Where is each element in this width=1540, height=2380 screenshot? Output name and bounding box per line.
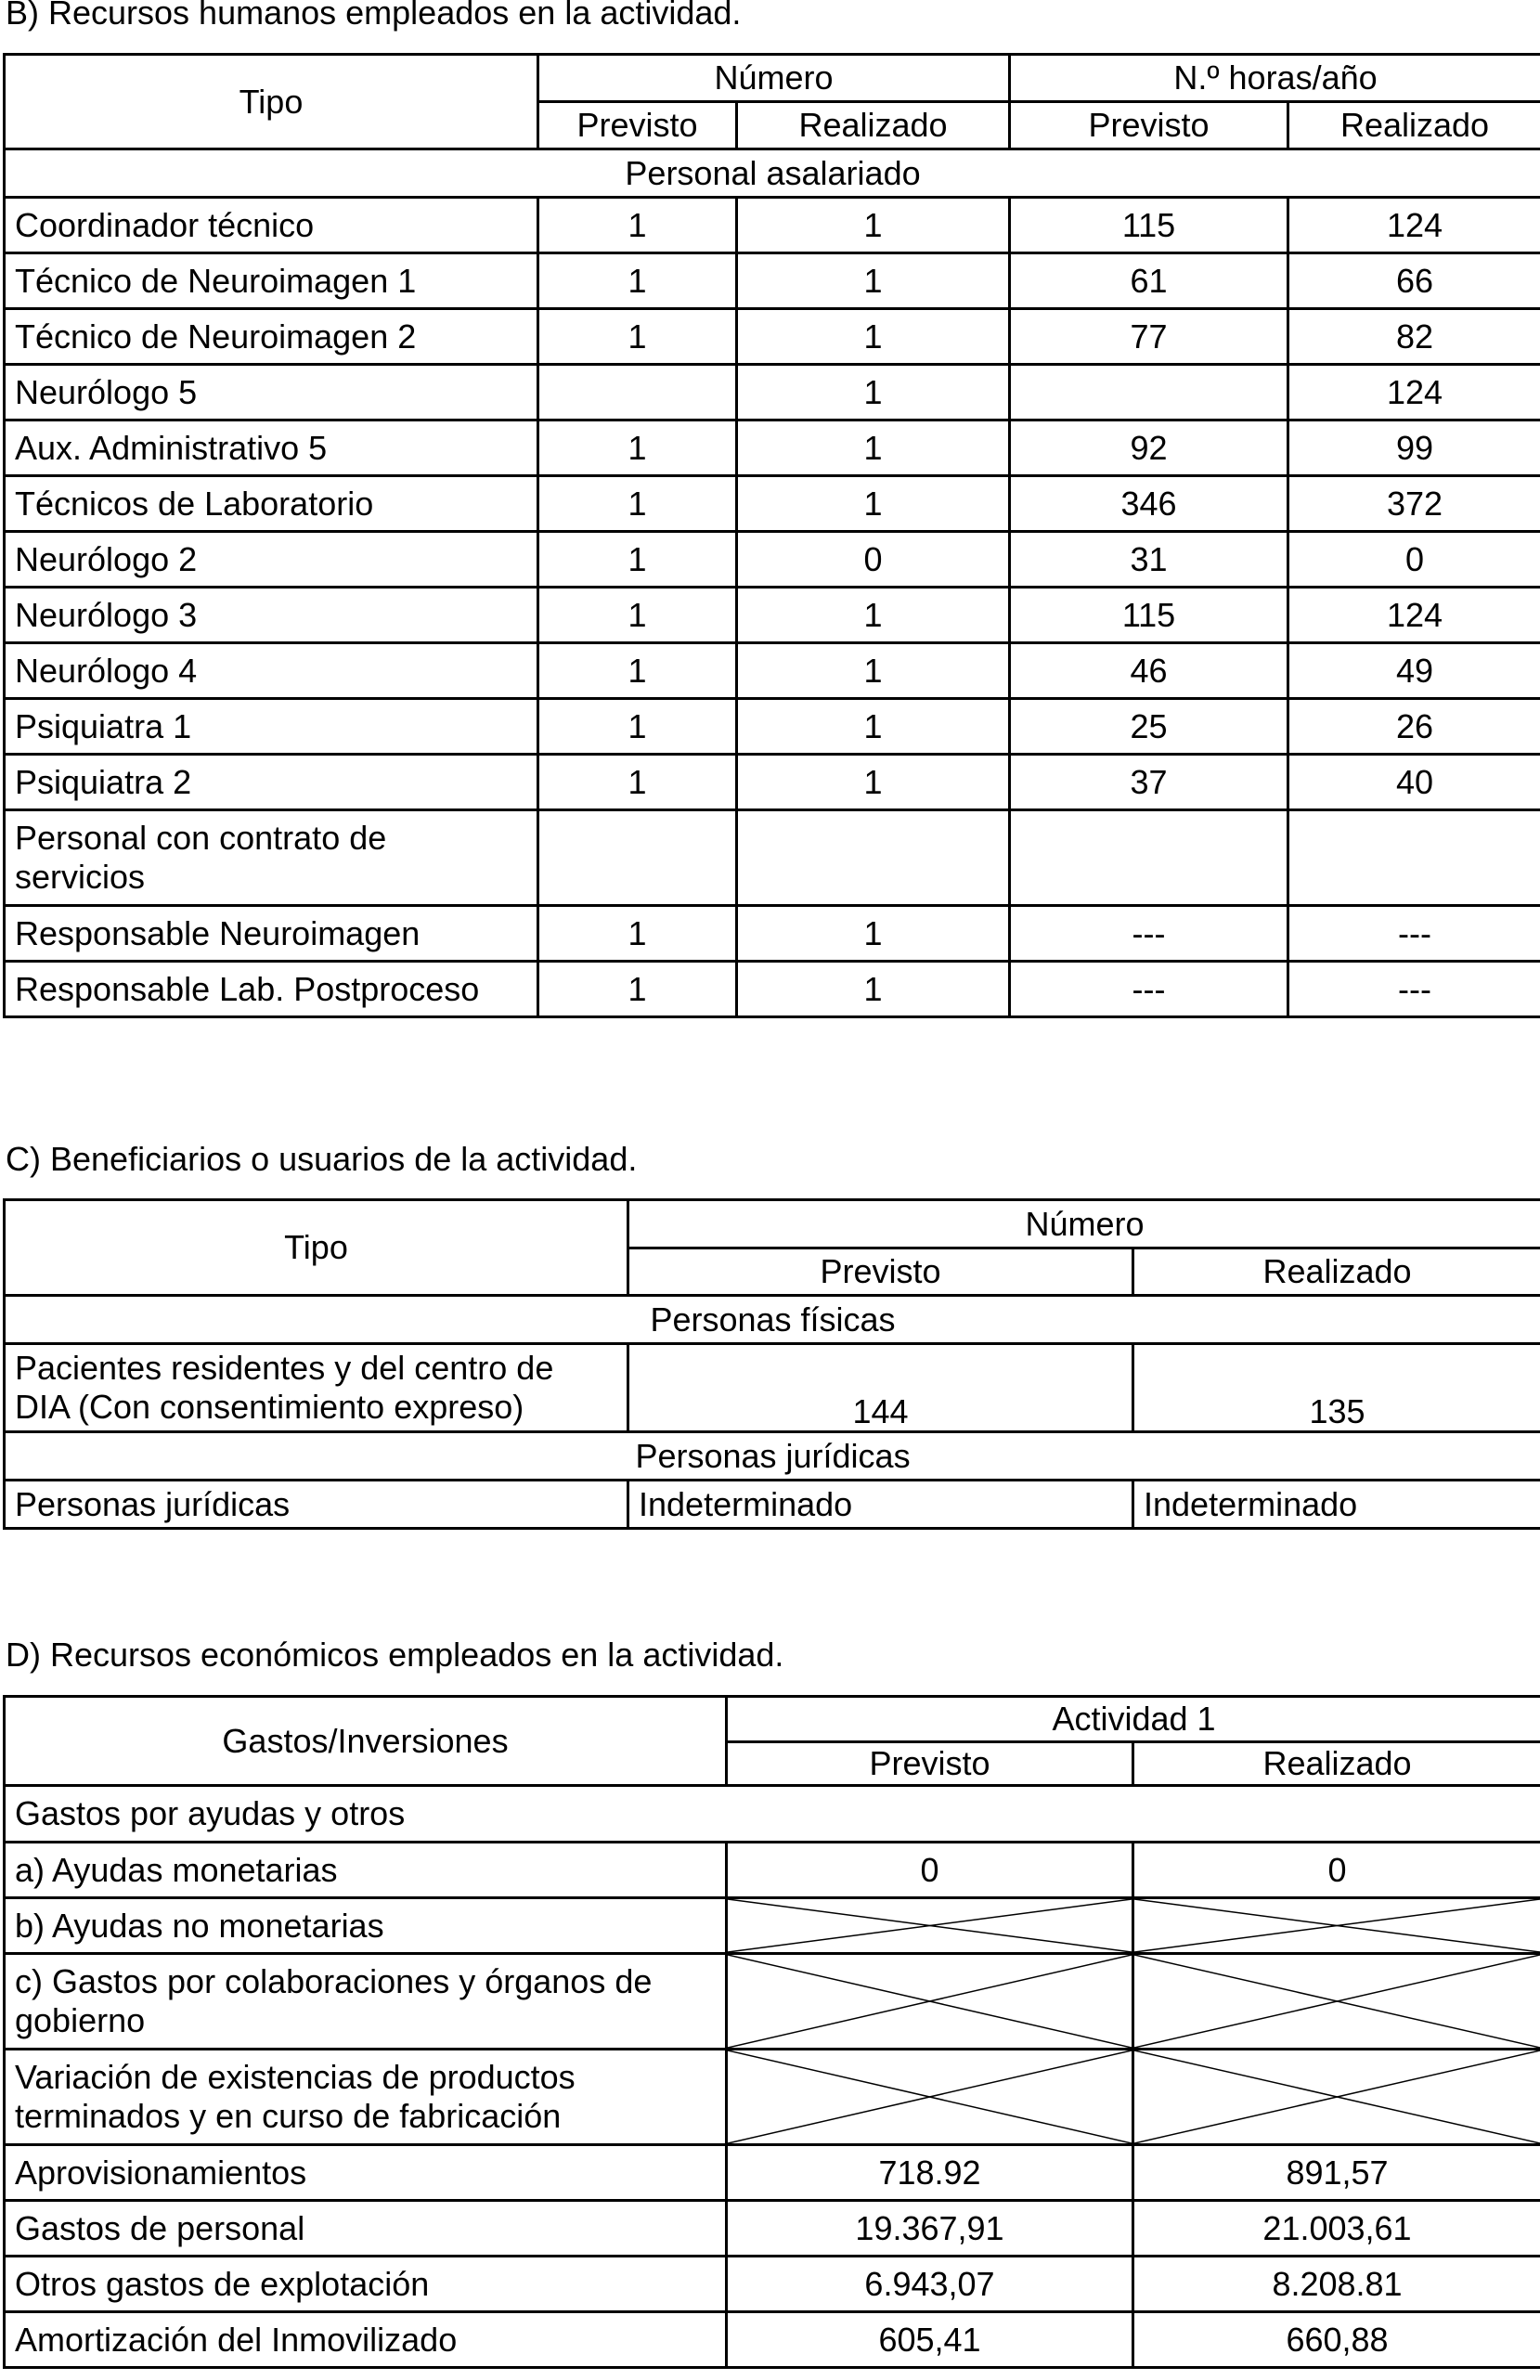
table-row — [5, 309, 1540, 365]
row-num-realizado: 1 — [737, 365, 1010, 420]
row-num-realizado: 1 — [737, 699, 1010, 755]
header-numero: Número — [628, 1200, 1540, 1248]
row-horas-previsto — [1010, 365, 1288, 420]
row-tipo: Técnico de Neuroimagen 2 — [5, 309, 538, 365]
row-num-realizado: 1 — [737, 309, 1010, 365]
row-num-previsto: 1 — [538, 532, 737, 588]
row-num-realizado: 1 — [737, 962, 1010, 1017]
table-row — [5, 588, 1540, 643]
row-tipo: Técnico de Neuroimagen 1 — [5, 253, 538, 309]
row-num-previsto: 1 — [538, 420, 737, 476]
cross-mark — [1134, 1955, 1540, 2048]
row-label: Otros gastos de explotación — [5, 2257, 727, 2312]
row-previsto: 144 — [628, 1344, 1133, 1432]
row-tipo: Responsable Lab. Postproceso — [5, 962, 538, 1017]
table-row — [5, 906, 1540, 962]
row-num-realizado: 1 — [737, 476, 1010, 532]
row-num-previsto: 1 — [538, 198, 737, 253]
contract-label-line-2: servicios — [15, 858, 146, 896]
table-row — [5, 2050, 1540, 2145]
row-horas-realizado: 0 — [1288, 532, 1540, 588]
table-row — [5, 755, 1540, 810]
row-tipo: Psiquiatra 2 — [5, 755, 538, 810]
header-tipo: Tipo — [5, 55, 538, 149]
row-num-previsto: 1 — [538, 588, 737, 643]
group-gastos-ayudas: Gastos por ayudas y otros — [5, 1786, 1540, 1843]
section-c-caption: C) Beneficiarios o usuarios de la actividad. — [6, 1140, 638, 1178]
row-label — [5, 1954, 727, 2050]
table-row — [5, 1481, 1540, 1529]
row-realizado: 660,88 — [1133, 2312, 1540, 2368]
row-label — [5, 2050, 727, 2145]
row-previsto: Indeterminado — [628, 1481, 1133, 1529]
row-num-previsto: 1 — [538, 699, 737, 755]
row-horas-previsto: --- — [1010, 906, 1288, 962]
beneficiaries-table — [3, 1198, 1540, 1530]
table-row — [5, 198, 1540, 253]
header-numero: Número — [538, 55, 1010, 102]
row-realizado: 135 — [1133, 1344, 1540, 1432]
row-previsto: 605,41 — [727, 2312, 1133, 2368]
row-num-realizado: 0 — [737, 532, 1010, 588]
row-num-previsto: 1 — [538, 476, 737, 532]
table-row — [5, 1843, 1540, 1898]
table-row — [5, 253, 1540, 309]
contract-group-label — [5, 810, 538, 906]
row-horas-previsto: 25 — [1010, 699, 1288, 755]
row-label-line-1: Variación de existencias de productos — [15, 2058, 576, 2096]
row-tipo: Neurólogo 2 — [5, 532, 538, 588]
header-realizado: Realizado — [1133, 1248, 1540, 1296]
row-label-line-1: c) Gastos por colaboraciones y órganos de — [15, 1962, 653, 2000]
row-num-realizado: 1 — [737, 588, 1010, 643]
row-tipo: Neurólogo 3 — [5, 588, 538, 643]
row-horas-realizado: 26 — [1288, 699, 1540, 755]
row-horas-previsto: 37 — [1010, 755, 1288, 810]
table-row — [5, 365, 1540, 420]
header-previsto: Previsto — [628, 1248, 1133, 1296]
header-actividad: Actividad 1 — [727, 1697, 1540, 1742]
empty-cell — [737, 810, 1010, 906]
row-tipo: Técnicos de Laboratorio — [5, 476, 538, 532]
row-tipo-line-2: DIA (Con consentimiento expreso) — [15, 1388, 524, 1426]
row-previsto: 6.943,07 — [727, 2257, 1133, 2312]
row-horas-previsto: 77 — [1010, 309, 1288, 365]
row-num-previsto: 1 — [538, 755, 737, 810]
row-num-realizado: 1 — [737, 755, 1010, 810]
row-previsto: 19.367,91 — [727, 2201, 1133, 2257]
row-horas-previsto: 115 — [1010, 198, 1288, 253]
row-num-previsto: 1 — [538, 643, 737, 699]
row-label-line-2: terminados y en curso de fabricación — [15, 2097, 562, 2135]
row-num-realizado: 1 — [737, 420, 1010, 476]
row-num-previsto — [538, 365, 737, 420]
row-horas-previsto: 46 — [1010, 643, 1288, 699]
table-row — [5, 962, 1540, 1017]
row-horas-previsto: 115 — [1010, 588, 1288, 643]
row-num-previsto: 1 — [538, 962, 737, 1017]
header-numero-realizado: Realizado — [737, 102, 1010, 149]
row-realizado: 21.003,61 — [1133, 2201, 1540, 2257]
cross-mark — [1134, 1899, 1540, 1952]
table-row — [5, 2257, 1540, 2312]
cross-mark — [1134, 2050, 1540, 2143]
row-label-line-2: gobierno — [15, 2001, 146, 2039]
row-num-previsto: 1 — [538, 906, 737, 962]
row-label: b) Ayudas no monetarias — [5, 1898, 727, 1954]
header-numero-previsto: Previsto — [538, 102, 737, 149]
header-gastos: Gastos/Inversiones — [5, 1697, 727, 1786]
header-horas-previsto: Previsto — [1010, 102, 1288, 149]
row-tipo — [5, 1344, 628, 1432]
crossed-cell — [1133, 1954, 1540, 2050]
table-row — [5, 2145, 1540, 2201]
row-horas-realizado: 82 — [1288, 309, 1540, 365]
row-realizado: Indeterminado — [1133, 1481, 1540, 1529]
row-num-realizado: 1 — [737, 198, 1010, 253]
crossed-cell — [727, 1898, 1133, 1954]
header-previsto: Previsto — [727, 1742, 1133, 1786]
row-tipo: Psiquiatra 1 — [5, 699, 538, 755]
cross-mark — [728, 2050, 1132, 2143]
row-horas-realizado: 124 — [1288, 198, 1540, 253]
table-row — [5, 2312, 1540, 2368]
section-b-caption: B) Recursos humanos empleados en la actividad. — [6, 0, 742, 32]
row-previsto: 0 — [727, 1843, 1133, 1898]
row-tipo: Responsable Neuroimagen — [5, 906, 538, 962]
table-row — [5, 699, 1540, 755]
row-horas-realizado: 49 — [1288, 643, 1540, 699]
row-tipo-line-1: Pacientes residentes y del centro de — [15, 1349, 554, 1387]
row-horas-realizado: 40 — [1288, 755, 1540, 810]
row-tipo: Personas jurídicas — [5, 1481, 628, 1529]
group-personas-juridicas: Personas jurídicas — [5, 1432, 1540, 1481]
crossed-cell — [727, 2050, 1133, 2145]
row-tipo: Aux. Administrativo 5 — [5, 420, 538, 476]
contract-label-line-1: Personal con contrato de — [15, 819, 387, 857]
row-label: a) Ayudas monetarias — [5, 1843, 727, 1898]
row-horas-realizado: 372 — [1288, 476, 1540, 532]
row-num-realizado: 1 — [737, 253, 1010, 309]
row-horas-previsto: 61 — [1010, 253, 1288, 309]
row-realizado: 0 — [1133, 1843, 1540, 1898]
contract-group-row — [5, 810, 1540, 906]
cross-mark — [728, 1899, 1132, 1952]
row-num-realizado: 1 — [737, 906, 1010, 962]
header-realizado: Realizado — [1133, 1742, 1540, 1786]
row-num-previsto: 1 — [538, 253, 737, 309]
empty-cell — [1010, 810, 1288, 906]
row-horas-previsto: 31 — [1010, 532, 1288, 588]
table-row — [5, 532, 1540, 588]
group-personal-asalariado: Personal asalariado — [5, 149, 1540, 198]
crossed-cell — [1133, 1898, 1540, 1954]
row-tipo: Coordinador técnico — [5, 198, 538, 253]
row-horas-realizado: --- — [1288, 962, 1540, 1017]
row-tipo: Neurólogo 5 — [5, 365, 538, 420]
header-horas: N.º horas/año — [1010, 55, 1540, 102]
human-resources-table — [3, 53, 1540, 1018]
row-horas-realizado: --- — [1288, 906, 1540, 962]
crossed-cell — [727, 1954, 1133, 2050]
row-label: Aprovisionamientos — [5, 2145, 727, 2201]
cross-mark — [728, 1955, 1132, 2048]
table-row — [5, 476, 1540, 532]
row-horas-previsto: --- — [1010, 962, 1288, 1017]
section-d-caption: D) Recursos económicos empleados en la actividad. — [6, 1636, 784, 1674]
economic-resources-table — [3, 1695, 1540, 2369]
row-realizado: 8.208.81 — [1133, 2257, 1540, 2312]
row-label: Gastos de personal — [5, 2201, 727, 2257]
row-horas-realizado: 99 — [1288, 420, 1540, 476]
row-horas-realizado: 66 — [1288, 253, 1540, 309]
row-tipo: Neurólogo 4 — [5, 643, 538, 699]
table-row — [5, 1344, 1540, 1432]
empty-cell — [538, 810, 737, 906]
row-num-previsto: 1 — [538, 309, 737, 365]
crossed-cell — [1133, 2050, 1540, 2145]
table-row — [5, 643, 1540, 699]
table-row — [5, 2201, 1540, 2257]
row-horas-previsto: 346 — [1010, 476, 1288, 532]
row-previsto: 718.92 — [727, 2145, 1133, 2201]
table-row — [5, 420, 1540, 476]
row-num-realizado: 1 — [737, 643, 1010, 699]
row-label: Amortización del Inmovilizado — [5, 2312, 727, 2368]
group-personas-fisicas: Personas físicas — [5, 1296, 1540, 1344]
row-horas-previsto: 92 — [1010, 420, 1288, 476]
empty-cell — [1288, 810, 1540, 906]
row-realizado: 891,57 — [1133, 2145, 1540, 2201]
row-horas-realizado: 124 — [1288, 365, 1540, 420]
header-tipo: Tipo — [5, 1200, 628, 1296]
table-row — [5, 1898, 1540, 1954]
row-horas-realizado: 124 — [1288, 588, 1540, 643]
header-horas-realizado: Realizado — [1288, 102, 1540, 149]
table-row — [5, 1954, 1540, 2050]
